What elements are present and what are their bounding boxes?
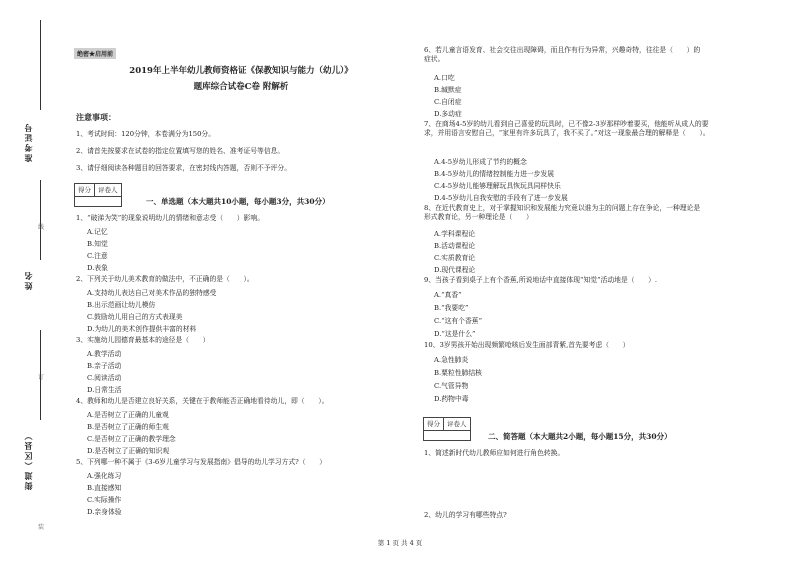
title-line-1: 2019年上半年幼儿教师资格证《保教知识与能力（幼儿）》 [129,66,353,76]
cut-mark-zhuang: 装 [38,524,45,531]
short-answer-1: 1、简述新时代幼儿教师应如何进行角色转换。 [424,449,565,457]
q10-option-b: B.粟粒性肺结核 [434,369,482,377]
score-box-blank-2 [423,430,471,441]
q1-option-b: B.知觉 [87,240,108,248]
q10-option-a: A.急性肺炎 [434,356,469,364]
secret-badge: 绝密★启用前 [74,48,116,59]
grader-label-2: 评卷人 [443,418,470,430]
q3-option-c: C.阅读活动 [87,374,122,382]
q4-option-b: B.是否树立了正确的师生观 [87,423,169,431]
q4-option-c: C.是否树立了正确的教学理念 [87,435,176,443]
q3-option-d: D.日常生活 [87,386,122,394]
q9-option-d: D.“这是什么” [434,330,476,338]
q5-option-c: C.实际操作 [87,496,122,504]
page-footer: 第 1 页 共 4 页 [377,539,423,547]
q1-option-d: D.表象 [87,264,108,272]
q10-option-c: C.气管异物 [434,382,469,390]
q1-option-c: C.注意 [87,252,108,260]
q6-stem-line-2: 症状。 [424,55,445,64]
q6-stem-line-1: 6、若儿童言语发育、社会交往出现障碍，而且作有行为异常，兴趣奇特，往往是（ ）的 [424,46,701,54]
question-1: 1、“破涕为笑”的现象说明幼儿的情绪和意志受（ ）影响。 [76,214,264,222]
score-box-1 [74,183,122,197]
q9-option-c: C.“这有个香蕉” [434,317,483,325]
q4-option-d: D.是否树立了正确的知识观 [87,447,170,455]
q8-option-a: A.学科课程论 [434,230,476,238]
q6-option-c: C.自闭症 [434,98,462,106]
binding-margin [0,0,62,565]
q2-option-d: D.为幼儿的美术创作提供丰富的材料 [87,325,197,333]
q3-option-a: A.教学活动 [87,350,122,358]
q2-option-a: A.支持幼儿表达自己对美术作品的独特感受 [87,289,217,297]
q8-option-c: C.实质教育论 [434,254,476,262]
section-1-title: 一、单选题（本大题共10小题，每小题3分，共30分） [146,197,330,206]
q8-stem-line-2: 形式教育论，另一种理论是（ ） [424,213,533,222]
q5-option-b: B.直接感知 [87,484,122,492]
q9-option-b: B.“我要吃” [434,304,469,312]
notice-title: 注意事项： [76,112,116,122]
q1-option-a: A.记忆 [87,228,108,236]
grader-label: 评卷人 [94,184,121,196]
q7-option-a: A.4-5岁幼儿形成了节约的概念 [434,158,527,166]
question-5: 5、下列哪一种不属于《3-6岁儿童学习与发展指南》倡导的幼儿学习方式?（ ） [76,458,327,466]
q7-option-b: B.4-5岁幼儿的情绪控制能力进一步发展 [434,170,555,178]
q8-option-b: B.活动课程论 [434,242,476,250]
q8-stem-line-1: 8、在近代教育史上，对于掌握知识和发展能力究竟以谁为主的问题上存在争论，一种理论是 [424,204,701,212]
notice-item-1: 1、考试时间：120分钟，本卷满分为150分。 [76,130,216,138]
q6-option-a: A.口吃 [434,74,455,82]
score-box-2 [423,417,471,431]
q2-option-b: B.出示范画让幼儿模仿 [87,301,156,309]
q7-option-d: D.4-5岁幼儿自我安慰的手段有了进一步发展 [434,194,568,202]
name-label: 姓名 [23,270,33,290]
question-3: 3、实施幼儿园德育最基本的途径是（ ） [76,336,210,344]
question-10: 10、3岁男孩开始出现频繁呛咳后发生面部青紫,首先要考虑（ ） [424,341,630,349]
q6-option-d: D.多动症 [434,110,462,118]
question-7 [424,120,710,138]
q7-option-c: C.4-5岁幼儿能够理解玩具恢玩具同样快乐 [434,182,561,190]
exam-number-line [40,20,41,110]
exam-number-label: 准考证号 [23,122,33,162]
q5-option-d: D.亲身体验 [87,508,122,516]
notice-item-2: 2、请首先按要求在试卷的指定位置填写您的姓名、准考证号等信息。 [76,147,285,155]
q6-option-b: B.缄默症 [434,86,462,94]
question-2: 2、下列关于幼儿美术教育的做法中，不正确的是（ ）。 [76,275,254,283]
section-2-title: 二、简答题（本大题共2小题，每小题15分，共30分） [488,432,672,441]
cut-mark-line: 线 [38,224,45,231]
title-line-2: 题库综合试卷C卷 附解析 [193,82,289,93]
question-4: 4、教师和幼儿是否建立良好关系，关键在于教师能否正确地看待幼儿，即（ ）。 [76,397,329,405]
question-6 [424,46,700,64]
q10-option-d: D.药物中毒 [434,395,469,403]
page-title [76,63,406,95]
q5-option-a: A.强化练习 [87,472,122,480]
q4-option-a: A.是否树立了正确的儿童观 [87,411,169,419]
score-box-blank [74,196,122,207]
q7-stem-line-2: 求，并用语言安慰自己，“家里有许多玩具了，我不买了。”对这一现象最合理的解释是（ ）。 [424,129,710,138]
score-label-2: 得分 [427,420,440,428]
cut-mark-ding: 订 [38,374,45,381]
score-label: 得分 [78,186,91,194]
question-8 [424,204,700,222]
name-line [40,180,41,260]
short-answer-2: 2、幼儿的学习有哪些特点? [424,511,507,519]
q7-stem-line-1: 7、在商场4-5岁的幼儿看到自己喜爱的玩具时，已不像2-3岁那样吵着要买，他能听从成人的要 [424,120,709,128]
question-9: 9、当孩子看到桌子上有个香蕉,所说地话中直接体现“知觉”活动地是（ ）. [424,276,658,284]
district-label: 街道（区县） [23,430,33,490]
q2-option-c: C.鼓励幼儿用自己的方式表现美 [87,313,183,321]
q8-option-d: D.现代课程论 [434,266,476,274]
q3-option-b: B.亲子活动 [87,362,122,370]
notice-item-3: 3、请仔细阅读各种题目的回答要求，在密封线内答题，否则不予评分。 [76,164,292,172]
q9-option-a: A.“真香” [434,291,462,299]
